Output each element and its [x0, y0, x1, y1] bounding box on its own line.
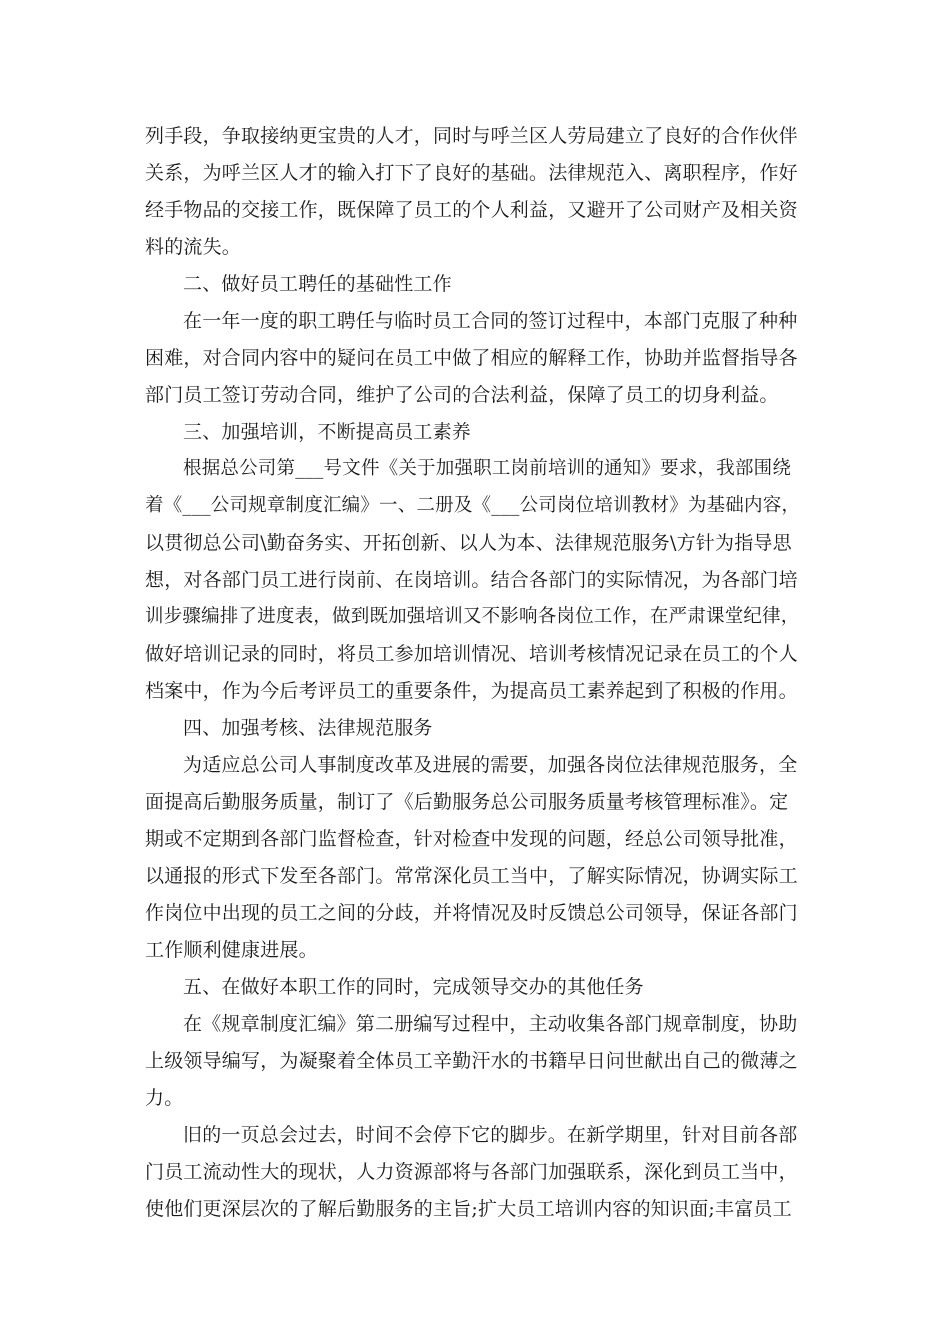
- section-heading-2: 二、做好员工聘任的基础性工作: [183, 273, 452, 295]
- paragraph-line: 料的流失。: [145, 236, 242, 258]
- section-heading-4: 四、加强考核、法律规范服务: [183, 717, 433, 739]
- paragraph-line: 在一年一度的职工聘任与临时员工合同的签订过程中，本部门克服了种种: [183, 310, 798, 332]
- paragraph-line: 根据总公司第___号文件《关于加强职工岗前培训的通知》要求，我部围绕: [183, 458, 792, 479]
- paragraph-line: 为适应总公司人事制度改革及进展的需要，加强各岗位法律规范服务，全: [183, 754, 798, 776]
- paragraph-line: 面提高后勤服务质量，制订了《后勤服务总公司服务质量考核管理标准》。定: [145, 791, 789, 813]
- paragraph-line: 作岗位中出现的员工之间的分歧，并将情况及时反馈总公司领导，保证各部门: [145, 902, 798, 924]
- paragraph-line: 工作顺利健康进展。: [145, 939, 318, 961]
- paragraph-line: 关系，为呼兰区人才的输入打下了良好的基础。法律规范入、离职程序，作好: [145, 162, 798, 184]
- paragraph-line: 使他们更深层次的了解后勤服务的主旨;扩大员工培训内容的知识面;丰富员工: [145, 1198, 792, 1220]
- paragraph-line: 经手物品的交接工作，既保障了员工的个人利益，又避开了公司财产及相关资: [145, 199, 798, 221]
- paragraph-line: 以贯彻总公司\勤奋务实、开拓创新、以人为本、法律规范服务\方针为指导思: [145, 532, 792, 554]
- paragraph-line: 档案中，作为今后考评员工的重要条件，为提高员工素养起到了积极的作用。: [145, 680, 798, 702]
- section-heading-5: 五、在做好本职工作的同时，完成领导交办的其他任务: [183, 976, 644, 998]
- paragraph-line: 以通报的形式下发至各部门。常常深化员工当中，了解实际情况，协调实际工: [145, 865, 798, 887]
- paragraph-line: 力。: [145, 1087, 184, 1109]
- paragraph-line: 着《___公司规章制度汇编》一、二册及《___公司岗位培训教材》为基础内容，: [145, 495, 801, 516]
- paragraph-line: 部门员工签订劳动合同，维护了公司的合法利益，保障了员工的切身利益。: [145, 384, 779, 406]
- paragraph-line: 期或不定期到各部门监督检查，针对检查中发现的问题，经总公司领导批准，: [145, 828, 798, 850]
- paragraph-line: 想，对各部门员工进行岗前、在岗培训。结合各部门的实际情况，为各部门培: [145, 569, 798, 591]
- paragraph-line: 门员工流动性大的现状，人力资源部将与各部门加强联系，深化到员工当中，: [145, 1161, 798, 1183]
- paragraph-line: 旧的一页总会过去，时间不会停下它的脚步。在新学期里，针对目前各部: [183, 1124, 798, 1146]
- paragraph-line: 训步骤编排了进度表，做到既加强培训又不影响各岗位工作，在严肃课堂纪律，: [145, 606, 800, 627]
- paragraph-line: 上级领导编写，为凝聚着全体员工辛勤汗水的书籍早日问世献出自己的微薄之: [145, 1050, 798, 1072]
- paragraph-line: 列手段，争取接纳更宝贵的人才，同时与呼兰区人劳局建立了良好的合作伙伴: [145, 125, 798, 147]
- paragraph-line: 在《规章制度汇编》第二册编写过程中，主动收集各部门规章制度，协助: [183, 1013, 798, 1035]
- section-heading-3: 三、加强培训，不断提高员工素养: [183, 421, 472, 443]
- paragraph-line: 做好培训记录的同时，将员工参加培训情况、培训考核情况记录在员工的个人: [145, 643, 798, 665]
- paragraph-line: 困难，对合同内容中的疑问在员工中做了相应的解释工作，协助并监督指导各: [145, 347, 798, 369]
